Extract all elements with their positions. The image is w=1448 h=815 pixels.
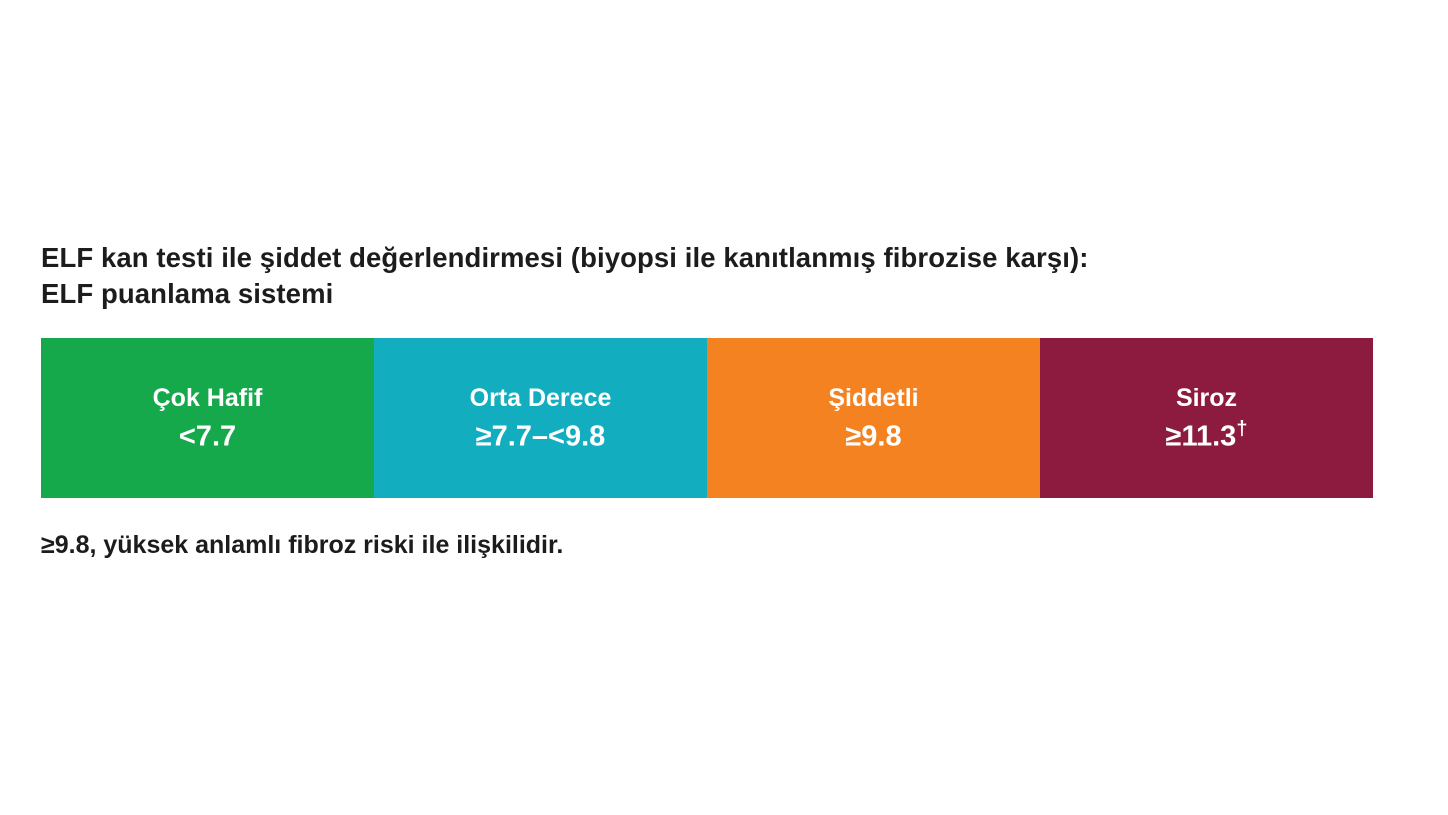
scale-band-label: Çok Hafif [152, 383, 263, 412]
elf-score-scale [41, 338, 1373, 498]
scale-band-range [179, 419, 236, 454]
scale-band-label: Orta Derece [469, 383, 612, 412]
scale-band-range [845, 419, 901, 454]
scale-band-label: Şiddetli [828, 383, 919, 412]
scale-band-range-value: ≥7.7–<9.8 [475, 420, 606, 453]
scale-band-label: Siroz [1175, 383, 1238, 412]
page-title [41, 240, 1361, 312]
page-title-line-1: ELF kan testi ile şiddet değerlendirmesi (biyopsi ile kanıtlanmış fibrozise karşı): [41, 242, 1089, 273]
scale-band-cirrhosis [1040, 338, 1373, 498]
scale-band-range-value: ≥9.8 [845, 420, 902, 453]
scale-band-range [1166, 419, 1248, 454]
scale-band-range [476, 419, 606, 454]
scale-band-severe [707, 338, 1040, 498]
scale-band-range-dagger: † [1236, 417, 1248, 440]
page-title-line-2: ELF puanlama sistemi [41, 278, 334, 309]
scale-band-range-value: ≥11.3 [1165, 420, 1237, 453]
footnote-text: ≥9.8, yüksek anlamlı fibroz riski ile ilişkilidir. [41, 531, 564, 559]
scale-band-moderate [374, 338, 707, 498]
scale-band-range-value: <7.7 [178, 420, 237, 453]
scale-band-very-mild [41, 338, 374, 498]
